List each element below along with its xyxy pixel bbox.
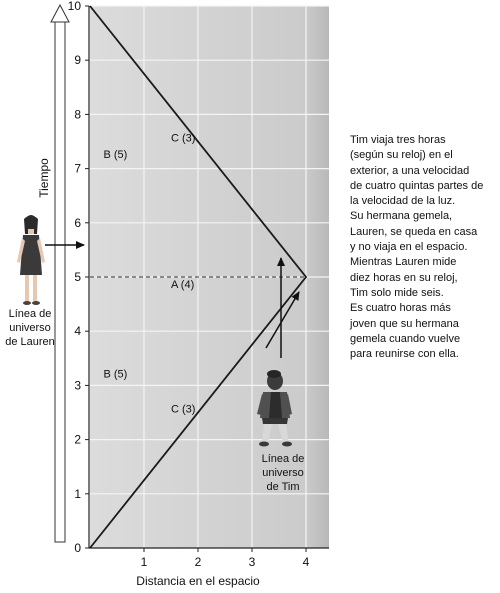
y-tick-label: 3 [74,378,81,393]
tim-caption-line: de Tim [266,481,300,493]
x-tick-labels [141,548,310,569]
x-axis-title: Distancia en el espacio [136,574,260,588]
narrative-line: Lauren, se queda en casa [350,225,478,238]
y-tick-label: 1 [74,486,81,501]
lauren-caption-line: universo [9,322,51,334]
narrative-line: (según su reloj) en el [350,149,453,162]
narrative-text [350,133,498,362]
narrative-line: joven que su hermana [350,317,459,330]
y-tick-label: 8 [74,107,81,122]
x-tick-label: 3 [248,555,256,569]
y-tick-label: 7 [74,161,81,176]
segment-label: C (3) [171,403,196,416]
narrative-line: la velocidad de la luz. [350,195,456,208]
tim-caption [248,452,318,494]
segment-label: C (3) [171,132,196,145]
y-tick-label: 10 [67,0,81,13]
lauren-caption-line: de Lauren [5,336,55,348]
y-tick-labels [68,0,89,555]
narrative-line: para reunirse con ella. [350,348,459,361]
y-tick-label: 4 [74,324,81,339]
tim-caption-line: Línea de [261,453,305,465]
y-tick-label: 9 [74,53,81,68]
time-axis-arrow [51,5,69,542]
y-tick-label: 5 [74,270,81,284]
lauren-caption-line: Línea de [8,308,52,320]
narrative-line: Su hermana gemela, [350,210,453,223]
narrative-line: gemela cuando vuelve [350,332,461,345]
x-tick-label: 1 [140,555,148,569]
narrative-line: diez horas en su reloj, [350,271,458,284]
x-tick-label: 4 [302,555,310,569]
narrative-line: y no viaja en el espacio. [350,241,468,254]
narrative-line: exterior, a una velocidad [350,164,470,177]
narrative-line: Tim solo mide seis. [350,286,444,299]
x-tick-label: 2 [194,555,202,569]
y-tick-label: 2 [74,432,81,447]
narrative-line: de cuatro quintas partes de [350,179,484,192]
segment-label: B (5) [103,368,128,381]
y-tick-label: 6 [74,215,81,230]
segment-label: A (4) [171,278,195,291]
y-axis-title: Tiempo [37,158,51,198]
lauren-figure [17,215,45,305]
narrative-line: Es cuatro horas más [350,302,451,315]
segment-label: B (5) [103,148,128,161]
narrative-line: Mientras Lauren mide [350,256,457,269]
lauren-caption [0,307,60,349]
narrative-line: Tim viaja tres horas [350,134,446,146]
y-tick-label: 0 [74,541,81,555]
tim-caption-line: universo [262,467,304,479]
